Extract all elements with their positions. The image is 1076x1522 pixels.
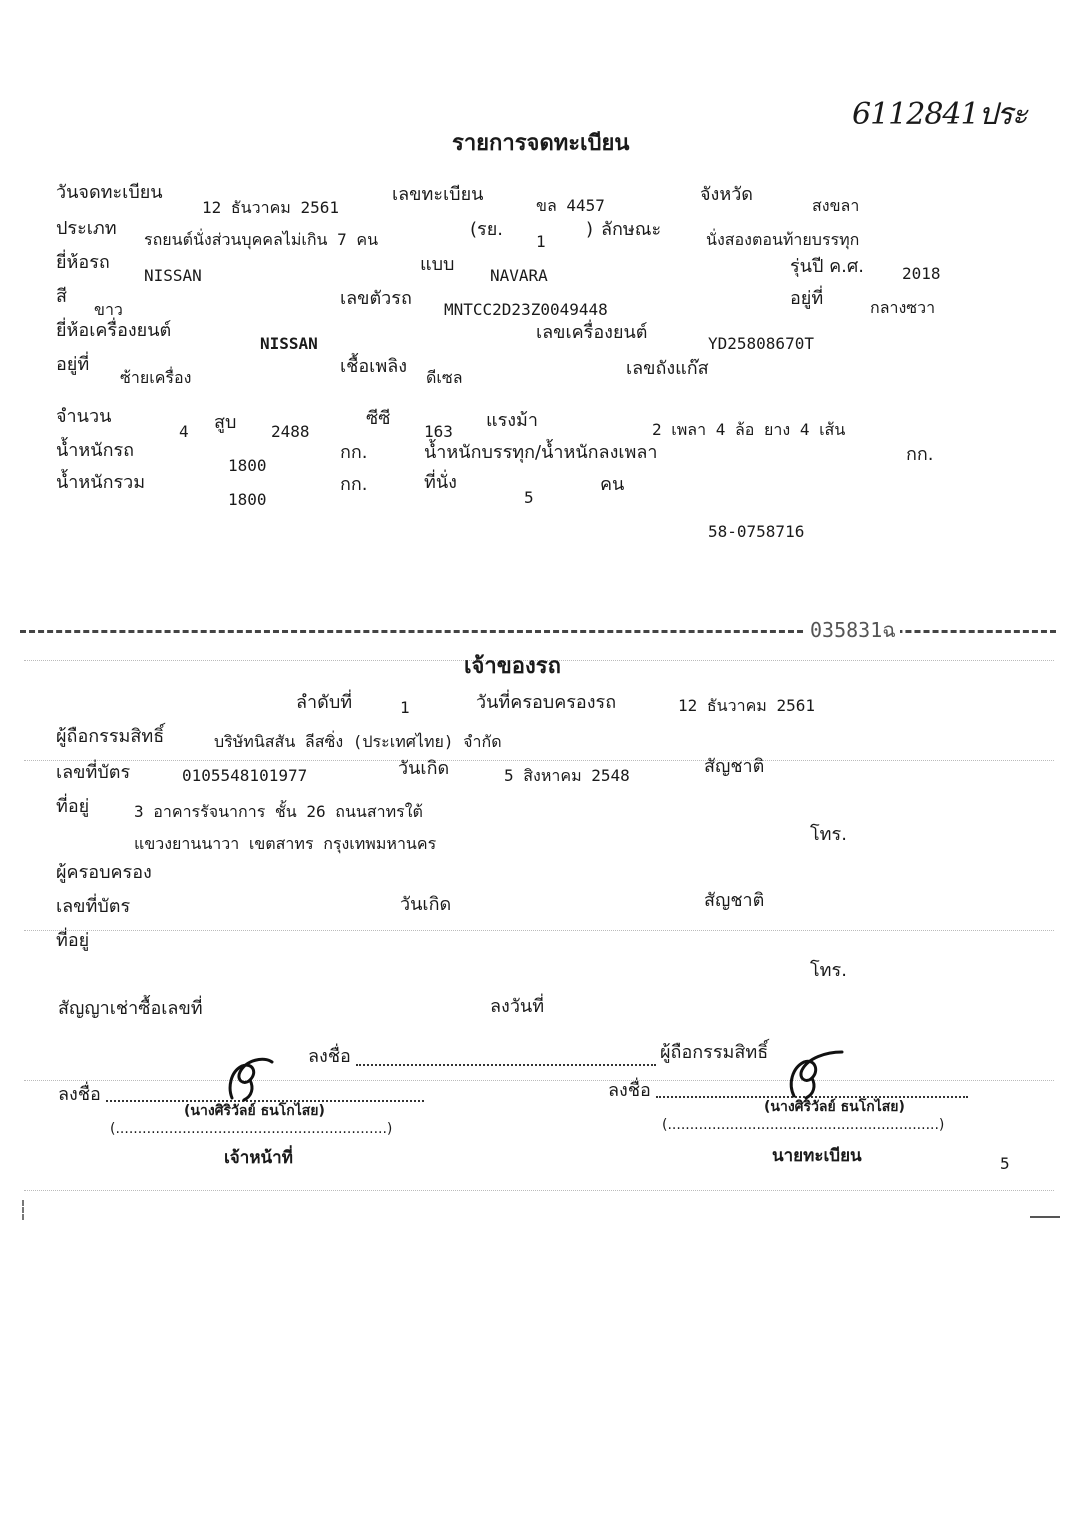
cylinders-value: 4 — [179, 422, 189, 441]
officer-name: (นางศิริวัลย์ ธนโกไสย) — [184, 1103, 325, 1119]
watermark-line — [24, 930, 1054, 931]
gross-weight-value: 1800 — [228, 490, 267, 509]
watermark-line — [24, 1080, 1054, 1081]
gross-weight-label: น้ำหนักรวม — [56, 472, 146, 493]
cc-label: ซีซี — [366, 408, 391, 429]
province-label: จังหวัด — [700, 184, 753, 205]
scan-edge-mark — [1030, 1216, 1060, 1218]
officer-signature — [222, 1052, 282, 1104]
registrar-role: นายทะเบียน — [772, 1146, 862, 1166]
axles-wheels-value: 2 เพลา 4 ล้อ ยาง 4 เส้น — [652, 420, 846, 439]
nationality-label: สัญชาติ — [704, 756, 765, 777]
holder-sign-role: ผู้ถือกรรมสิทธิ์ — [660, 1042, 769, 1063]
year-label: รุ่นปี ค.ศ. — [790, 256, 865, 277]
model-value: NAVARA — [490, 266, 548, 285]
province-value: สงขลา — [812, 196, 860, 215]
gross-weight-unit: กก. — [340, 474, 368, 495]
holder-value: บริษัทนิสสัน ลีสซิ่ง (ประเทศไทย) จำกัด — [214, 732, 502, 751]
possessor-tel-label: โทร. — [810, 960, 847, 981]
model-label: แบบ — [420, 254, 455, 275]
cc-value: 2488 — [271, 422, 310, 441]
engine-position-value: ซ้ายเครื่อง — [120, 368, 192, 387]
section-divider — [20, 630, 1056, 633]
chassis-position-value: กลางซวา — [870, 298, 936, 317]
holder-label: ผู้ถือกรรมสิทธิ์ — [56, 726, 165, 747]
plate-value: ขล 4457 — [536, 196, 605, 215]
officer-role: เจ้าหน้าที่ — [224, 1148, 293, 1168]
page-number: 5 — [1000, 1154, 1010, 1173]
address-line2: แขวงยานนาวา เขตสาทร กรุงเทพมหานคร — [134, 834, 437, 853]
possessor-address-label: ที่อยู่ — [56, 930, 90, 951]
chassis-position-label: อยู่ที่ — [790, 288, 824, 309]
engine-brand-value: NISSAN — [260, 334, 318, 353]
handwritten-note: 6112841ประ — [852, 97, 1027, 132]
id-card-value: 0105548101977 — [182, 766, 308, 785]
year-value: 2018 — [902, 264, 941, 283]
weight-value: 1800 — [228, 456, 267, 475]
registration-title: รายการจดทะเบียน — [452, 131, 630, 156]
registrar-signature — [782, 1048, 848, 1102]
officer-name-parentheses: (.............................................................) — [110, 1121, 393, 1137]
plate-label: เลขทะเบียน — [392, 184, 484, 205]
sign-date-label: ลงวันที่ — [490, 996, 545, 1017]
possess-date-value: 12 ธันวาคม 2561 — [678, 696, 815, 715]
cylinders-label: สูบ — [214, 412, 237, 433]
divider-serial: 035831ฉ — [806, 620, 900, 640]
color-label: สี — [56, 286, 67, 307]
owner-title: เจ้าของรถ — [464, 654, 561, 679]
payload-label: น้ำหนักบรรทุก/น้ำหนักลงเพลา — [424, 442, 658, 463]
type-value: รถยนต์นั่งส่วนบุคคลไม่เกิน 7 คน — [144, 230, 379, 249]
gas-tank-label: เลขถังแก๊ส — [626, 358, 709, 379]
color-value: ขาว — [94, 300, 123, 319]
birth-date-value: 5 สิงหาคม 2548 — [504, 766, 630, 785]
possessor-id-label: เลขที่บัตร — [56, 896, 131, 917]
reg-date-value: 12 ธันวาคม 2561 — [202, 198, 339, 217]
chassis-value: MNTCC2D23Z0049448 — [444, 300, 608, 319]
chassis-label: เลขตัวรถ — [340, 288, 412, 309]
possessor-birth-label: วันเกิด — [400, 894, 452, 915]
registrar-name-parentheses: (.............................................................) — [662, 1117, 945, 1133]
persons-label: คน — [600, 474, 625, 495]
holder-sign-line — [356, 1064, 656, 1066]
hp-label: แรงม้า — [486, 410, 539, 431]
engine-number-label: เลขเครื่องยนต์ — [536, 322, 648, 343]
seats-label: ที่นั่ง — [424, 472, 457, 493]
possessor-nationality-label: สัญชาติ — [704, 890, 765, 911]
address-line1: 3 อาคารรัจนาการ ชั้น 26 ถนนสาทรใต้ — [134, 802, 423, 821]
id-card-label: เลขที่บัตร — [56, 762, 131, 783]
hp-value: 163 — [424, 422, 453, 441]
possessor-label: ผู้ครอบครอง — [56, 862, 152, 883]
possess-date-label: วันที่ครอบครองรถ — [476, 692, 617, 713]
fuel-value: ดีเซล — [426, 368, 463, 387]
reg-date-label: วันจดทะเบียน — [56, 182, 163, 203]
payload-unit: กก. — [906, 444, 934, 465]
engine-position-label: อยู่ที่ — [56, 354, 90, 375]
birth-date-label: วันเกิด — [398, 758, 450, 779]
seats-value: 5 — [524, 488, 534, 507]
character-label: ลักษณะ — [601, 219, 662, 240]
brand-value: NISSAN — [144, 266, 202, 285]
rt-value: 1 — [536, 232, 546, 251]
count-label: จำนวน — [56, 406, 112, 427]
rt-close: ) — [586, 219, 594, 240]
engine-brand-label: ยี่ห้อเครื่องยนต์ — [56, 320, 172, 341]
address-label: ที่อยู่ — [56, 796, 90, 817]
fuel-label: เชื้อเพลิง — [340, 356, 408, 377]
character-value: นั่งสองตอนท้ายบรรทุก — [706, 230, 860, 249]
serial-number: 58-0758716 — [708, 522, 805, 541]
weight-unit: กก. — [340, 442, 368, 463]
type-label: ประเภท — [56, 218, 117, 239]
tel-label: โทร. — [810, 824, 847, 845]
officer-sign-label: ลงชื่อ — [58, 1084, 101, 1105]
registrar-sign-label: ลงชื่อ — [608, 1080, 651, 1101]
registrar-name: (นางศิริวัลย์ ธนโกไสย) — [764, 1099, 905, 1115]
scan-edge-mark — [22, 1200, 26, 1220]
brand-label: ยี่ห้อรถ — [56, 252, 110, 273]
engine-number-value: YD25808670T — [708, 334, 814, 353]
weight-label: น้ำหนักรถ — [56, 440, 135, 461]
sequence-label: ลำดับที่ — [296, 692, 353, 713]
sequence-value: 1 — [400, 698, 410, 717]
contract-label: สัญญาเช่าซื้อเลขที่ — [58, 998, 203, 1019]
rt-open: (รย. — [470, 219, 503, 240]
watermark-line — [24, 760, 1054, 761]
watermark-line — [24, 1190, 1054, 1191]
holder-sign-label: ลงชื่อ — [308, 1046, 351, 1067]
